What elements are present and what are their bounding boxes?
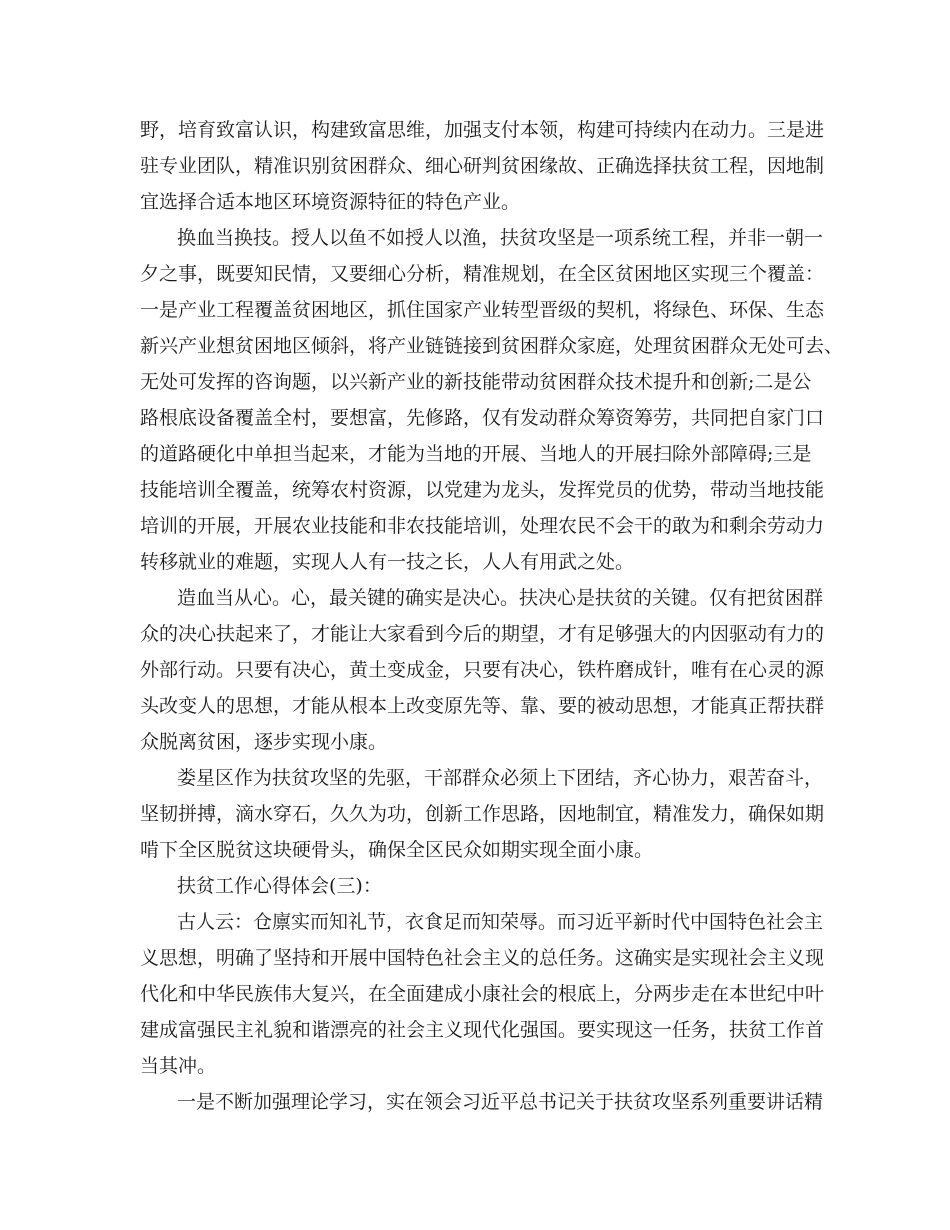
text-line: 外部行动。只要有决心，黄土变成金，只要有决心，铁杵磨成针，唯有在心灵的源 [140, 659, 825, 681]
paragraph-start-line: 娄星区作为扶贫攻坚的先驱，干部群众必须上下团结，齐心协力，艰苦奋斗， [177, 767, 824, 789]
text-line: 义思想，明确了坚持和开展中国特色社会主义的总任务。这确实是实现社会主义现 [140, 947, 825, 969]
text-line: 夕之事，既要知民情，又要细心分析，精准规划，在全区贫困地区实现三个覆盖： [140, 263, 825, 285]
text-line: 啃下全区脱贫这块硬骨头，确保全区民众如期实现全面小康。 [140, 839, 654, 861]
text-line: 的道路硬化中单担当起来，才能为当地的开展、当地人的开展扫除外部障碍;三是 [140, 443, 812, 465]
text-line: 建成富强民主礼貌和谐漂亮的社会主义现代化强国。要实现这一任务，扶贫工作首 [140, 1019, 825, 1041]
text-line: 驻专业团队，精准识别贫困群众、细心研判贫困缘故、正确选择扶贫工程，因地制 [140, 155, 825, 177]
text-line: 代化和中华民族伟大复兴，在全面建成小康社会的根底上，分两步走在本世纪中叶 [140, 983, 825, 1005]
text-line: 头改变人的思想，才能从根本上改变原先等、靠、要的被动思想，才能真正帮扶群 [140, 695, 825, 717]
paragraph-start-line: 古人云：仓廪实而知礼节，衣食足而知荣辱。而习近平新时代中国特色社会主 [177, 911, 824, 933]
text-line: 路根底设备覆盖全村，要想富，先修路，仅有发动群众筹资筹劳，共同把自家门口 [140, 407, 825, 429]
text-line: 众脱离贫困，逐步实现小康。 [140, 731, 388, 753]
text-line: 培训的开展，开展农业技能和非农技能培训，处理农民不会干的敢为和剩余劳动力 [140, 515, 825, 537]
text-line: 众的决心扶起来了，才能让大家看到今后的期望，才有足够强大的内因驱动有力的 [140, 623, 825, 645]
paragraph-start-line: 换血当换技。授人以鱼不如授人以渔，扶贫攻坚是一项系统工程，并非一朝一 [177, 227, 824, 249]
paragraph-start-line: 一是不断加强理论学习，实在领会习近平总书记关于扶贫攻坚系列重要讲话精 [177, 1091, 824, 1113]
text-line: 新兴产业想贫困地区倾斜，将产业链链接到贫困群众家庭，处理贫困群众无处可去、 [140, 335, 844, 357]
text-line: 转移就业的难题，实现人人有一技之长，人人有用武之处。 [140, 551, 635, 573]
text-line: 野，培育致富认识，构建致富思维，加强支付本领，构建可持续内在动力。三是进 [140, 119, 825, 141]
text-line: 坚韧拼搏，滴水穿石，久久为功，创新工作思路，因地制宜，精准发力，确保如期 [140, 803, 825, 825]
text-line: 宜选择合适本地区环境资源特征的特色产业。 [140, 191, 521, 213]
text-line: 技能培训全覆盖，统筹农村资源，以党建为龙头，发挥党员的优势，带动当地技能 [140, 479, 825, 501]
text-line: 一是产业工程覆盖贫困地区，抓住国家产业转型晋级的契机，将绿色、环保、生态 [140, 299, 825, 321]
paragraph-start-line: 造血当从心。心，最关键的确实是决心。扶决心是扶贫的关键。仅有把贫困群 [177, 587, 824, 609]
text-line: 无处可发挥的咨询题，以兴新产业的新技能带动贫困群众技术提升和创新;二是公 [140, 371, 812, 393]
section-heading: 扶贫工作心得体会(三)： [177, 875, 382, 897]
text-line: 当其冲。 [140, 1055, 217, 1077]
